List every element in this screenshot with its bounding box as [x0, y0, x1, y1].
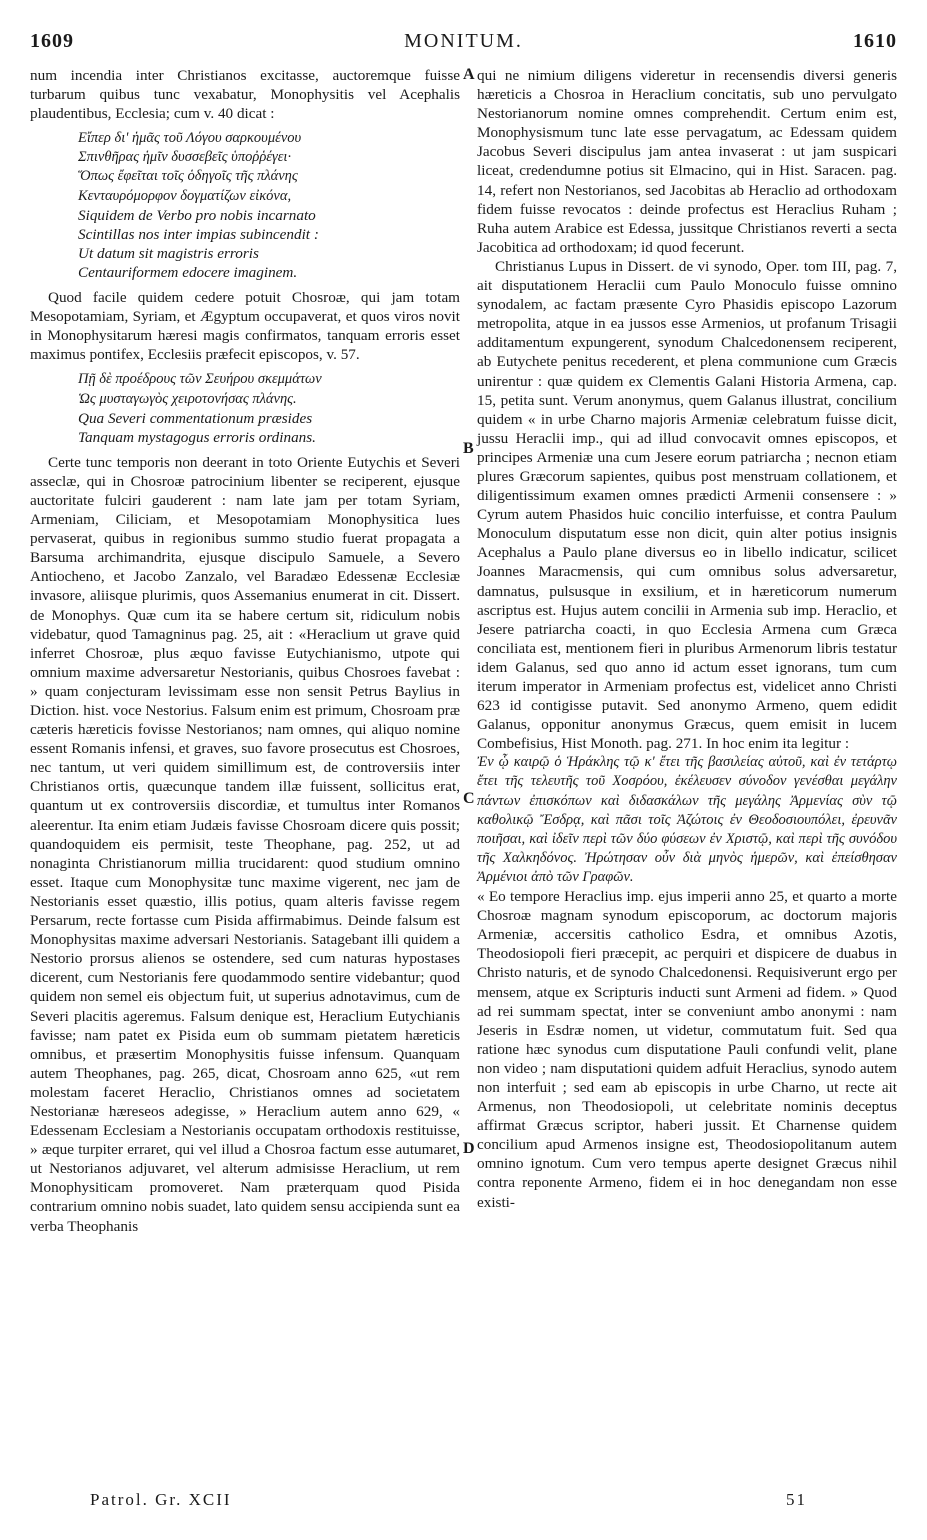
verse-quote-2: [78, 370, 460, 446]
verse-line: Siquidem de Verbo pro nobis incarnato: [78, 206, 316, 224]
page-footer: [90, 1490, 867, 1516]
running-title: MONITUM.: [404, 30, 523, 52]
verse-line: Ὡς μυσταγωγὸς χειροτονήσας πλάνης.: [78, 390, 297, 407]
right-paragraph-3: « Eo tempore Heraclius imp. ejus imperii anno 25, et quarto a morte Chosroæ magnam synodum episcoporum, ac doctorum majoris Armeniæ, accersitis catholico Esdra, et omnibus Azotis, Theodosiopoli fieri præcepit, ac perquiri et dispicere de duabus in Christo naturis, et de synodo Chalcedonensi. Requisiverunt ergo per mensem, atque ex Scripturis inducti sunt Armeni ad fidem. » Quod ad rei summam spectat, inter se conveniunt ambo anonymi : nam Jeseris in Esdræ nomen, ut videtur, commutatum fuit. Sed qua ratione hæc synodus cum disputatione Pauli confundi velit, plane non video ; nam disputationi quidem adfuit Heraclius, synodo autem non interfuit ; sed eam ab episcopis in urbe Charno, ut recte ait Armenus, non Theodosiopoli, ut celebritate nominis deceptus affirmat Græcus scriptor, haberi jussit. Et Charnense quidem concilium apud Armenos insigne est, Theodosiopolitanum autem omnino ignotum. Cum vero tempus aperte designet Græcus nihil contra reponente Armeno, fidem ei in hoc denegandam non esse existi-: [477, 888, 897, 1211]
margin-marker-d: D: [463, 1140, 475, 1157]
page-number-left: 1609: [30, 30, 74, 52]
left-paragraph-2: Quod facile quidem cedere potuit Chosroæ, qui jam totam Mesopotamiam, Syriam, et Ægyptum occupaverat, et quos viros novit in Monophysitarum hæresi magis confirmatos, tanquam erroris esset maximus pontifex, Ecclesiis præfecit episcopos, v. 57.: [30, 289, 460, 364]
verse-line: Tanquam mystagogus erroris ordinans.: [78, 428, 316, 446]
verse-line: Qua Severi commentationum præsides: [78, 409, 313, 427]
margin-marker-c: C: [463, 790, 475, 807]
verse-line: Σπινθῆρας ἡμῖν δυσσεβεῖς ὑποῤῥέγει·: [78, 149, 292, 166]
left-paragraph-1: num incendia inter Christianos excitasse, auctoremque fuisse turbarum quibus tunc vexabatur, Monophysitis vel Acephalis plaudentibus, Ecclesia; cum v. 40 dicat :: [30, 67, 460, 123]
sheet-signature: Patrol. Gr. XCII: [90, 1490, 232, 1509]
greek-quotation: Ἐν ᾧ καιρῷ ὁ Ἡράκλης τῷ κ' ἔτει τῆς βασιλείας αὐτοῦ, καὶ ἐν τετάρτῳ ἔτει τῆς τελευτῆς τοῦ Χοσρόου, ἐκέλευσεν σύνοδον γενέσθαι μεγάλην πάντων ἐπισκόπων καὶ διδασκάλων τῆς μεγάλης Ἀρμενίας σὺν τῷ καθολικῷ Ἔσδρᾳ, καὶ πᾶσι τοῖς Ἀζώτοις ἐν Θεοδοσιουπόλει, ἐρευνᾶν ποιῆσαι, καὶ ἰδεῖν περὶ τῶν δύο φύσεων ἐν Χριστῷ, καὶ περὶ τῆς συνόδου τῆς Χαλκηδόνος. Ἠρώτησαν οὖν διὰ μηνὸς ἡμερῶν, καὶ ἐπείσθησαν Ἀρμένιοι ἀπὸ τῶν Γραφῶν.: [477, 754, 897, 885]
verse-line: Scintillas nos inter impias subincendit :: [78, 225, 319, 243]
page-number-right: 1610: [853, 30, 897, 52]
right-paragraph-1: qui ne nimium diligens videretur in recensendis diversi generis hæreticis a Chosroa in Heraclium concitatis, sub uno pervulgato Nestorianorum nomine omnes comprehendit. Certum enim est, Monophysismum tunc late esse pervagatum, ac Edessam quidem Jacobus Severi discipulus jam antea invaserat : ut jam suspicari liceat, credendumne potius sit Elmacino, qui in Hist. Saracen. pag. 14, refert non Nestorianos, sed Jacobitas ab Heraclio ad orthodoxam fidem fuisse revocatos : deinde profectus est Heraclius Ruham ; Ruha autem Arabice est Edessa, jussitque Christianos reverti a secta Jacobitica ad orthodoxam; id quod fecerunt.: [477, 67, 897, 256]
verse-line: Εἴπερ δι' ἡμᾶς τοῦ Λόγου σαρκουμένου: [78, 130, 302, 147]
verse-quote-1: [78, 129, 460, 282]
margin-marker-a: A: [463, 66, 475, 83]
verse-line: Κενταυρόμορφον δογματίζων εἰκόνα,: [78, 187, 292, 204]
sheet-number: 51: [786, 1490, 807, 1509]
verse-line: Ὅπως ἔφεῖται τοῖς ὁδηγοῖς τῆς πλάνης: [78, 168, 298, 185]
right-column: [477, 66, 897, 1212]
margin-marker-b: B: [463, 440, 474, 457]
running-header: [30, 30, 897, 58]
verse-line: Πῇ δὲ προέδρους τῶν Σευήρου σκεμμάτων: [78, 371, 322, 388]
left-paragraph-3: Certe tunc temporis non deerant in toto Oriente Eutychis et Severi asseclæ, qui in Chosroæ patrocinium libenter se reciperent, ejusque auctoritate fulciri gauderent : nam late jam per totam Syriam, Armeniam, Ciliciam, et Mesopotamiam Monophysitica lues pervaserat, quibus in regionibus summo studio fuerat propagata a Barsuma archimandrita, ejusque discipulo Samuele, a Severo Antiocheno, et Jacobo Zanzalo, vel Baradæo Edessenæ Ecclesiæ invasore, aliisque plurimis, quos Assemanius enumerat in cit. Dissert. de Monophys. Quæ cum ita se habere certum sit, ridiculum nobis videbatur, quod Tamagninus pag. 25, ait : «Heraclium ut grave quid inferret Chosroæ, plus æquo favisse Eutychianismo, utpote qui omnium maxime adversaretur Nestorianis, quibus Chosroes favebat : » quam conjecturam levissimam esse non sensit Petrus Baylius in Diction. hist. voce Nestorius. Falsum enim est primum, Chosroam præ cæteris hæreticis fovisse Nestorianos; nam omnes, qui aliquo nomine essent Romanis infensi, et graves, suo favore prosecutus est Chosroes, nec tantum, ut veri quidem simillimum est, de controversiis inter Christianos ortis, quæcunque tandem illæ fuissent, sollicitus erat, quantum ut ex controversiis discordiæ, et tumultus inter Romanos aleerentur. Ita enim etiam Judæis favisse Chosroam dicere quis possit; quandoquidem eis permisit, teste Theophane, pag. 252, ut ad nonaginta Christianorum millia trucidarent: quod studium omnino esset. Itaque cum Monophysitæ tunc maxime vigerent, nec jam de Nestorianis esset quæstio, illis potius, quam alteris favisse regem Persarum, recte fortasse cum Pisida affirmabimus. Deinde falsum est Monophysitas maxime adversari Nestorianis. Satagebant illi quidem a Nestorio prorsus alienos se ostendere, sed cum naturas hypostases dicerent, cum Nestorianis fere quodammodo sentire videbantur; quod quidem non semel eis objectum fuit, ut superius adnotavimus, cum de Severi placitis ageremus. Falsum denique est, Heraclium Eutychianis favisse; nam patet ex Pisida eum ob summam pietatem hæreticis omnibus, et præsertim Monophysitis fuisse infensum. Quanquam autem Theophanes, pag. 265, dicat, Chosroam anno 625, «ut rem molestam faceret Heraclio, Christianos omnes ad societatem Nestorianæ hæreseos adegisse, » Heraclium autem anno 629, « Edessenam Ecclesiam a Nestorianis occupatam orthodoxis restituisse, » æque turpiter erraret, qui vel illud a Chosroa factum esse autumaret, ut Nestorianos adjuvaret, vel alterum admisisse Heraclium, ut rem Monophysiticam promoveret. Nam præterquam quod Pisida contrarium omnino nobis suadet, lato quidem sensu accipienda sunt ea verba Theophanis: [30, 453, 460, 1235]
verse-line: Centauriformem edocere imaginem.: [78, 263, 298, 281]
right-paragraph-2: Christianus Lupus in Dissert. de vi synodo, Oper. tom III, pag. 7, ait disputationem Heraclii cum Paulo Monoculo fuisse omnino synodalem, ac factam præsente Cyro Phasidis episcopo Lazorum metropolita, atque in ea jussos esse Armenios, ut profanum Trisagii additamentum expungerent, synodum Chalcedonensem reciperent, ab Eutychete penitus recederent, et plena communione cum Græcis unirentur : quæ quidem ex Clementis Galani Historia Armena, cap. 15, petita sunt. Verum anonymus, quem Galanus illustrat, concilium quidem « in urbe Charno majoris Armeniæ celebratum fuisse dicit, jussu Heraclii imp., qui ad illud convocavit omnes episcopos, et principes Armeniæ una cum Jesere eorum patriarcha ; necnon etiam plures Græcorum sapientes, quibus post menstruam collationem, et diligentissimum examen omnes prædicti Armenii consensere : » Cyrum autem Phasidos huic concilio interfuisse, et contra Paulum Monoculum disputatum esse non dicit, quin alter potius insignis Acephalus a Paulo plane diversus eo in libello indicatur, scilicet Joannes Maracmensis, qui cum omnibus solus adversaretur, damnatus, pulsusque in exsilium, et in hæreticorum numerum ascriptus est. Hujus autem concilii in Armenia sub imp. Heraclio, et Jesere patriarcha coacti, in quo Ecclesia Armena cum Græca conciliata est, mentionem fieri in pluribus Armenorum libris testatur idem Galanus, sed quo anno id actum esset ignorans, tum cum iterum imperator in Armeniam profectus est, videlicet anno Christi 623 id contigisse putavit. Sed anonymo Armeno, quem edidit Galanus, opponitur anonymus Græcus, quem emisit in lucem Combefisius, Hist Monoth. pag. 271. In hoc enim ita legitur :: [477, 257, 897, 753]
verse-line: Ut datum sit magistris erroris: [78, 244, 259, 262]
left-column: [30, 66, 460, 1236]
